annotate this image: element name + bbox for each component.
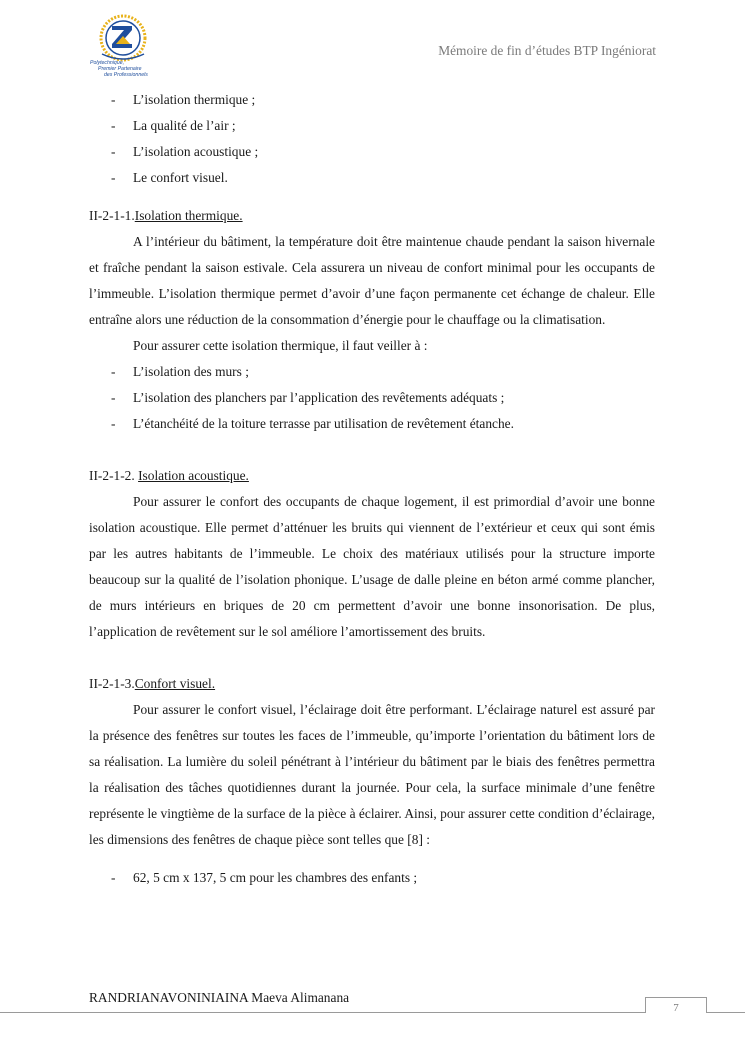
bullet-dash: -	[111, 870, 116, 885]
list-item: - L’étanchéité de la toiture terrasse par utilisation de revêtement étanche.	[89, 411, 655, 437]
bullet-dash: -	[111, 390, 116, 405]
page-content	[89, 87, 655, 891]
bullet-dash: -	[111, 144, 116, 159]
bullet-dash: -	[111, 170, 116, 185]
footer-rule	[0, 1012, 745, 1013]
bullet-dash: -	[111, 416, 116, 431]
paragraph-visual: Pour assurer le confort visuel, l’éclairage doit être performant. L’éclairage naturel est assuré par la présence des fenêtres sur toutes les faces de l’immeuble, qu’importe l’orientation du bâtiment lors de sa réalisation. La lumière du soleil pénétrant à l’intérieur du bâtiment par le biais des fenêtres permettra la réalisation des tâches quotidiennes durant la journée. Pour cela, la surface minimale d’une fenêtre représente le vingtième de la surface de la pièce à éclairer. Ainsi, pour assurer cette condition d’éclairage, les dimensions des fenêtres de chaque pièce sont telles que [8] :	[89, 702, 655, 847]
logo-caption: Polytechnique, Premier Partenaire des Professionnels	[90, 60, 148, 78]
section-heading-visual: II-2-1-3.Confort visuel.	[89, 676, 216, 691]
bullet-dash: -	[111, 118, 116, 133]
list-item: - La qualité de l’air ;	[89, 113, 655, 139]
footer-author: RANDRIANAVONINIAINA Maeva Alimanana	[89, 990, 350, 1005]
section-heading-acoustic: II-2-1-2. Isolation acoustique.	[89, 468, 249, 483]
bullet-dash: -	[111, 92, 116, 107]
paragraph-thermal: A l’intérieur du bâtiment, la température doit être maintenue chaude pendant la saison hivernale et fraîche pendant la saison estivale. Cela assurera un niveau de confort minimal pour les occupants de l’immeuble. L’isolation thermique permet d’avoir d’une façon permanente cet échange de chaleur. Elle entraîne alors une réduction de la consommation d’énergie pour le chauffage ou la climatisation.	[89, 234, 655, 327]
list-item: - L’isolation des planchers par l’application des revêtements adéquats ;	[89, 385, 655, 411]
paragraph-acoustic: Pour assurer le confort des occupants de chaque logement, il est primordial d’avoir une bonne isolation acoustique. Elle permet d’atténuer les bruits qui viennent de l’extérieur et ceux qui sont émis par les autres habitants de l’immeuble. Le choix des matériaux utilisés pour la structure importe beaucoup sur la qualité de l’isolation phonique. L’usage de dalle pleine en béton armé comme plancher, de murs intérieurs en briques de 20 cm permettent d’avoir une bonne insonorisation. De plus, l’application de revêtement sur le sol améliore l’amortissement des bruits.	[89, 494, 655, 639]
list-item: - L’isolation des murs ;	[89, 359, 655, 385]
list-item: - L’isolation thermique ;	[89, 87, 655, 113]
section-heading-thermal: II-2-1-1.Isolation thermique.	[89, 208, 243, 223]
list-item: - L’isolation acoustique ;	[89, 139, 655, 165]
page-number: 7	[645, 997, 707, 1013]
list-item: - Le confort visuel.	[89, 165, 655, 191]
list-lead: Pour assurer cette isolation thermique, il faut veiller à :	[133, 338, 428, 353]
running-header: Mémoire de fin d’études BTP Ingéniorat	[438, 43, 656, 58]
bullet-dash: -	[111, 364, 116, 379]
list-item: - 62, 5 cm x 137, 5 cm pour les chambres des enfants ;	[89, 865, 655, 891]
